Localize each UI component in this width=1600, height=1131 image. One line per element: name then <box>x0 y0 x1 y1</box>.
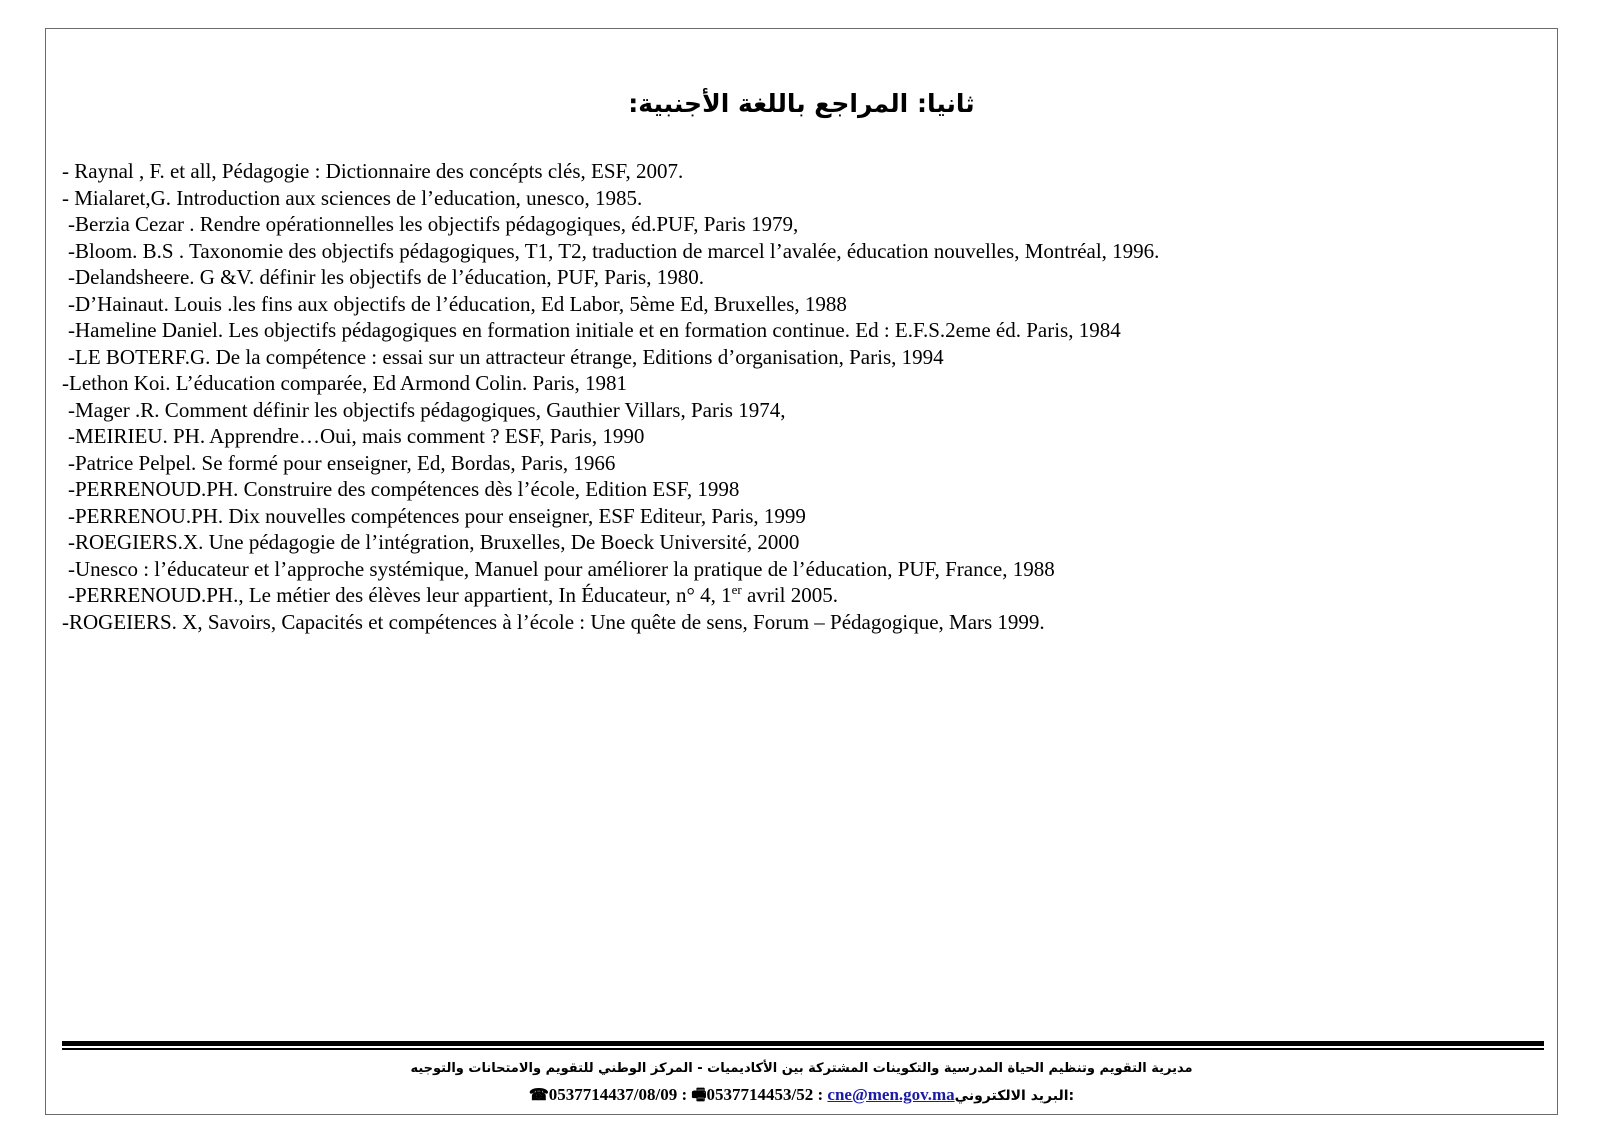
reference-item: -Hameline Daniel. Les objectifs pédagogiques en formation initiale et en formation continue. Ed : E.F.S.2eme éd. Paris, 1984 <box>68 318 1121 342</box>
reference-item <box>62 582 1542 609</box>
reference-item: -PERRENOU.PH. Dix nouvelles compétences pour enseigner, ESF Editeur, Paris, 1999 <box>68 503 806 528</box>
telephone-icon: ☎ <box>528 1087 549 1104</box>
email-link[interactable]: cne@men.gov.ma <box>827 1085 955 1104</box>
reference-item: - Raynal , F. et all, Pédagogie : Dictionnaire des concépts clés, ESF, 2007. <box>62 159 684 183</box>
reference-item: -Berzia Cezar . Rendre opérationnelles les objectifs pédagogiques, éd.PUF, Paris 1979, <box>68 212 799 236</box>
reference-item: - Mialaret,G. Introduction aux sciences de l’education, unesco, 1985. <box>62 185 643 210</box>
reference-text: avril 2005. <box>741 583 838 607</box>
reference-item: -ROEGIERS.X. Une pédagogie de l’intégration, Bruxelles, De Boeck Université, 2000 <box>68 530 800 554</box>
footer-phone: 0537714437/08/09 : <box>548 1085 692 1104</box>
ordinal-superscript: er <box>731 582 742 597</box>
reference-item: -PERRENOUD.PH. Construire des compétences dès l’école, Edition ESF, 1998 <box>68 477 740 501</box>
reference-item: -LE BOTERF.G. De la compétence : essai sur un attracteur étrange, Editions d’organisation, Paris, 1994 <box>68 344 944 369</box>
reference-item: -ROGEIERS. X, Savoirs, Capacités et compétences à l’école : Une quête de sens, Forum – Pédagogique, Mars 1999. <box>62 609 1045 634</box>
reference-item: -MEIRIEU. PH. Apprendre…Oui, mais comment ? ESF, Paris, 1990 <box>68 424 645 448</box>
reference-item: -Delandsheere. G &V. définir les objectifs de l’éducation, PUF, Paris, 1980. <box>68 265 704 289</box>
footer-fax: 0537714453/52 : <box>706 1085 828 1104</box>
section-heading: ثانيا: المراجع باللغة الأجنبية: <box>628 89 975 118</box>
reference-item: -Lethon Koi. L’éducation comparée, Ed Armond Colin. Paris, 1981 <box>62 371 627 395</box>
reference-item: -Mager .R. Comment définir les objectifs pédagogiques, Gauthier Villars, Paris 1974, <box>68 397 786 422</box>
email-label: :البريد الالكتروني <box>954 1088 1075 1104</box>
reference-list <box>62 158 1542 635</box>
footer-divider-thick <box>62 1041 1544 1046</box>
footer-contact <box>45 1084 1558 1107</box>
reference-item: -D’Hainaut. Louis .les fins aux objectifs de l’éducation, Ed Labor, 5ème Ed, Bruxelles, 1988 <box>68 291 847 316</box>
footer-organization: مديرية التقويم وتنظيم الحياة المدرسية والتكوينات المشتركة بين الأكاديميات - المركز الوطني للتقويم والامتحانات والتوجيه <box>410 1061 1193 1076</box>
reference-item: -Patrice Pelpel. Se formé pour enseigner, Ed, Bordas, Paris, 1966 <box>68 450 616 475</box>
reference-item: -Bloom. B.S . Taxonomie des objectifs pédagogiques, T1, T2, traduction de marcel l’avalée, éducation nouvelles, Montréal, 1996. <box>68 238 1160 263</box>
fax-icon: 🖷 <box>691 1087 707 1104</box>
footer-divider <box>62 1041 1544 1051</box>
reference-item: -Unesco : l’éducateur et l’approche systémique, Manuel pour améliorer la pratique de l’éducation, PUF, France, 1988 <box>68 556 1055 581</box>
footer-divider-thin <box>62 1048 1544 1050</box>
reference-text: -PERRENOUD.PH., Le métier des élèves leur appartient, In Éducateur, n° 4, 1 <box>68 583 732 607</box>
